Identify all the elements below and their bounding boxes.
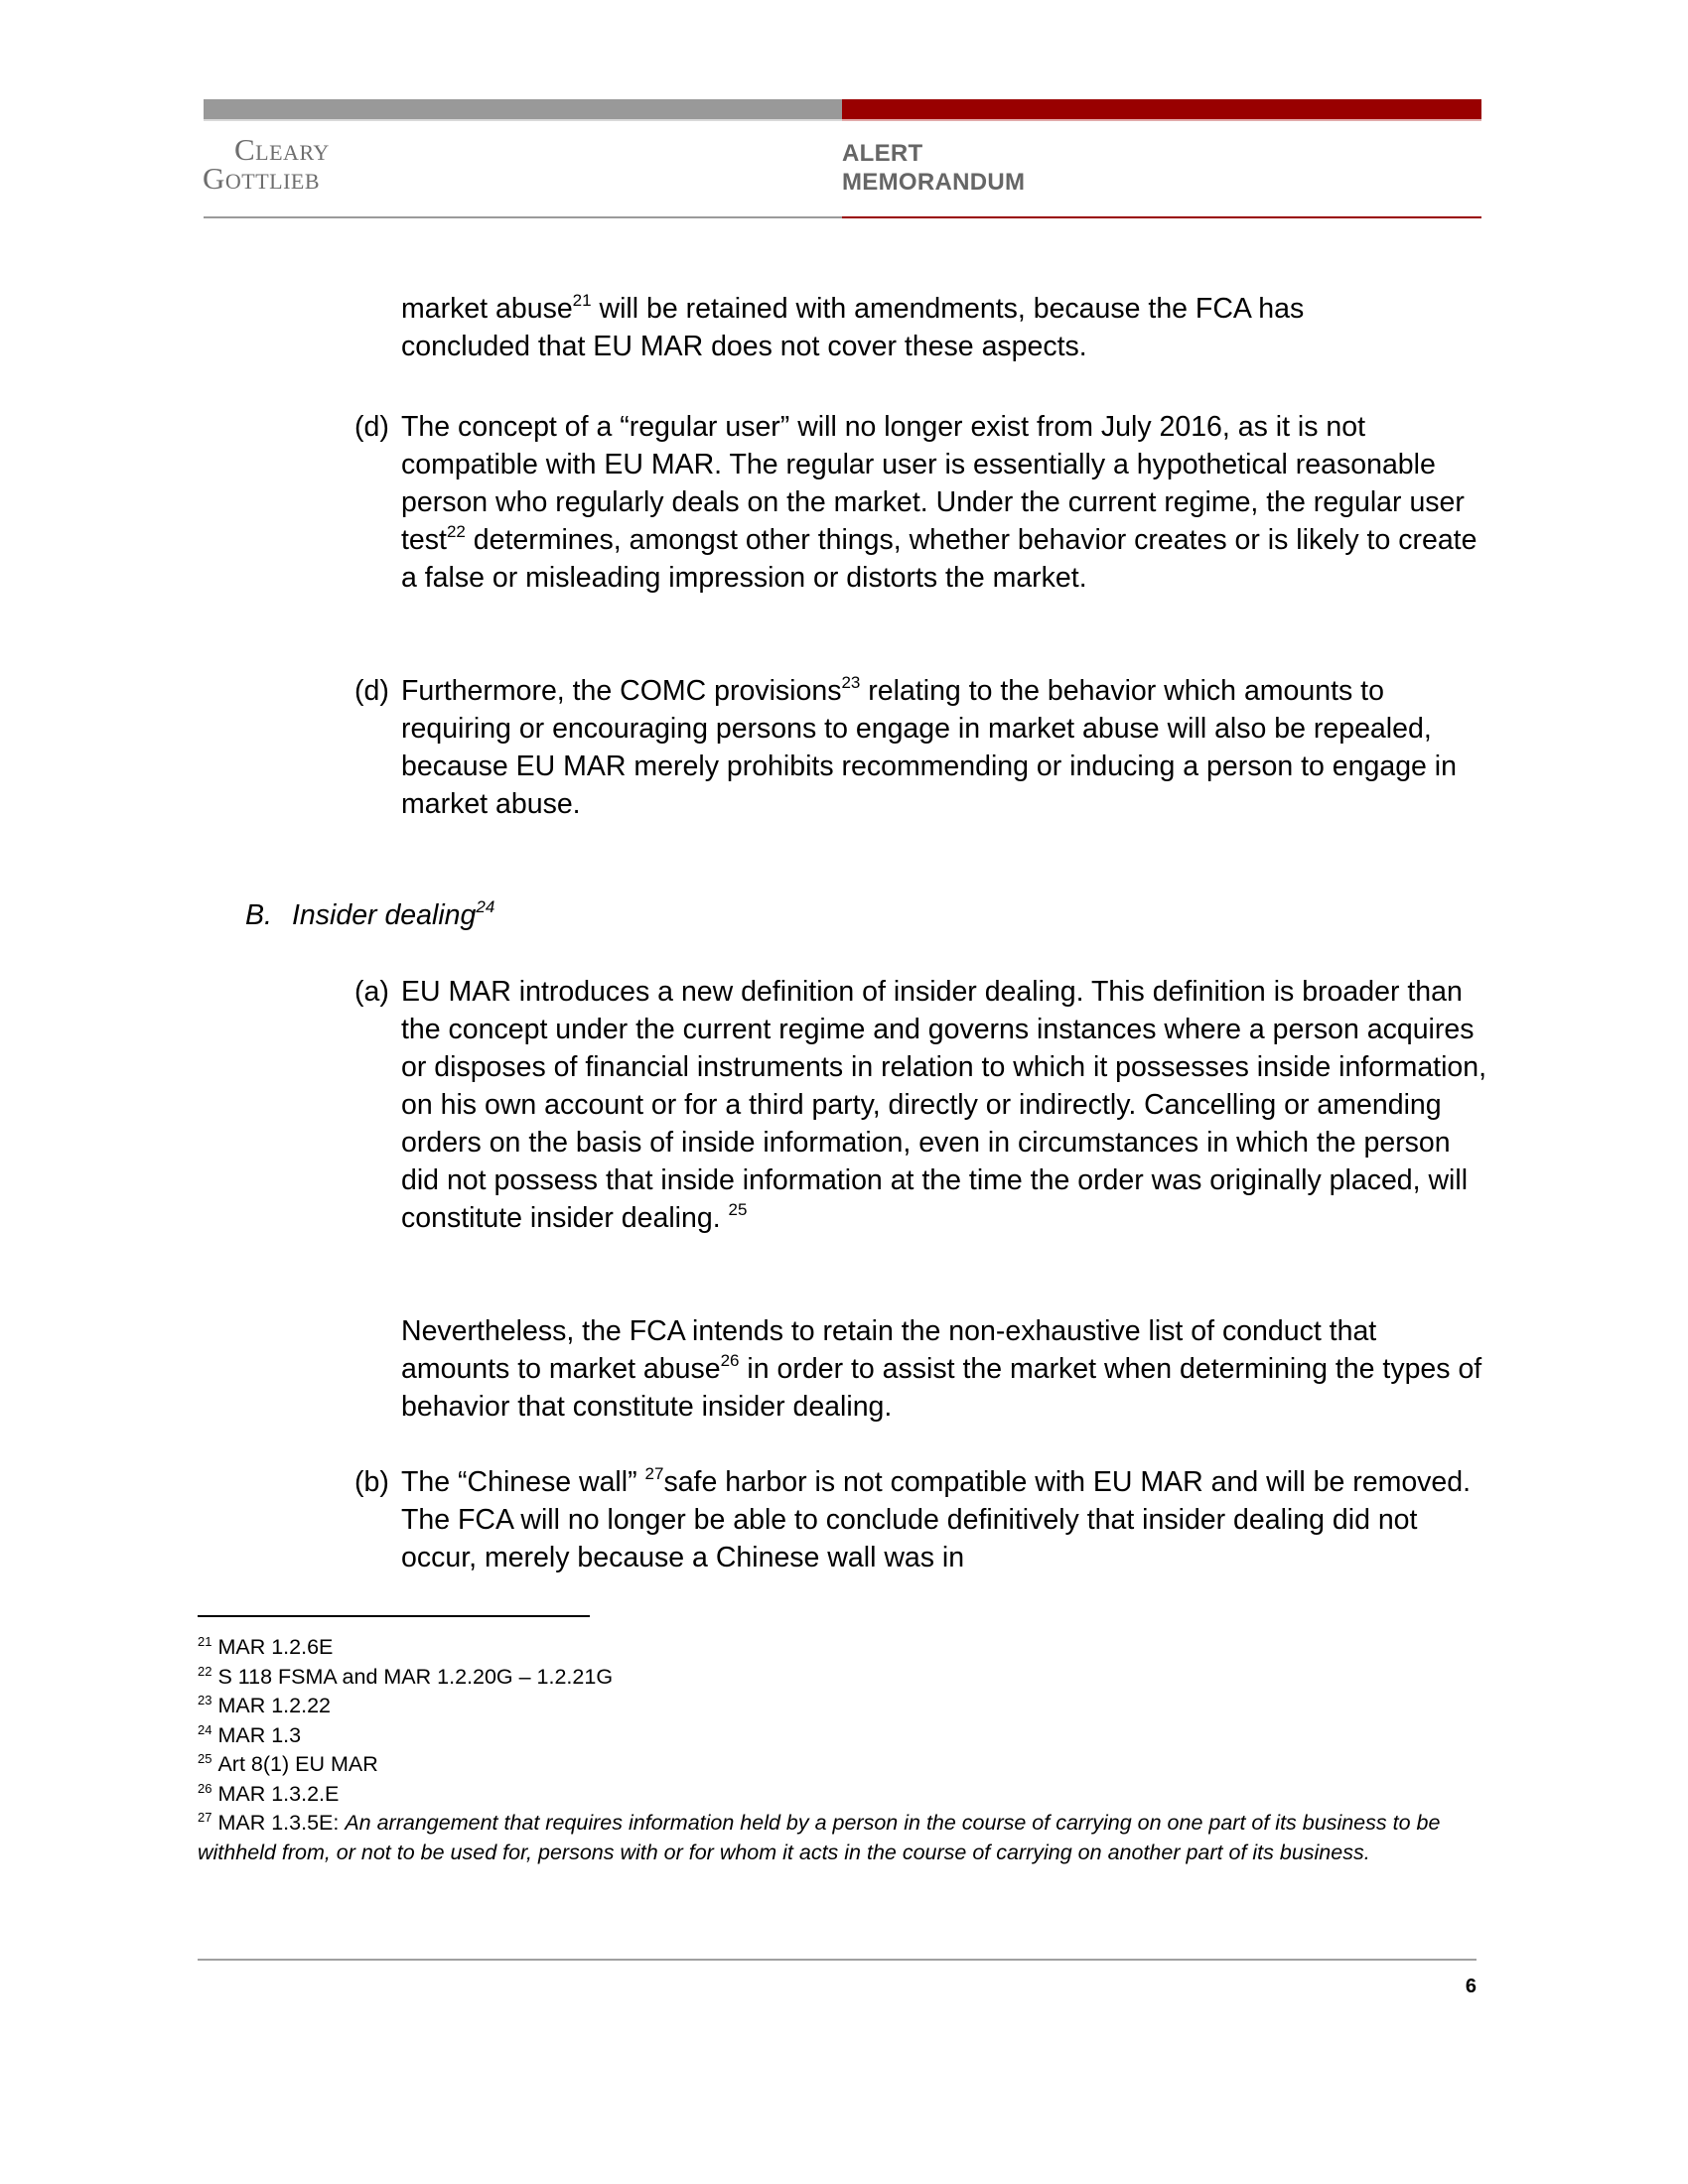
footnote-text: Art 8(1) EU MAR bbox=[217, 1752, 378, 1776]
footnote-ref-26[interactable]: 26 bbox=[720, 1351, 740, 1370]
footnote-number: 21 bbox=[198, 1634, 212, 1649]
paragraph-text: market abuse bbox=[401, 293, 573, 325]
firm-logo bbox=[203, 132, 330, 196]
page-number: 6 bbox=[1465, 1976, 1477, 1997]
footnote-text: MAR 1.2.22 bbox=[217, 1694, 331, 1717]
header-bar-red-edge bbox=[842, 119, 1481, 121]
paragraph-text: relating to the behavior which amounts to requiring or encouraging persons to engage in market abuse will also be repealed, because EU MAR merely prohibits recommending or inducing a person to engage in market abuse. bbox=[401, 675, 1457, 820]
continued-paragraph bbox=[401, 290, 1483, 365]
paragraph-text: safe harbor is not compatible with EU MAR and will be removed. The FCA will no longer be able to conclude definitively that insider dealing did not occur, merely because a Chinese wall was in bbox=[401, 1466, 1472, 1573]
list-label: (a) bbox=[354, 976, 389, 1008]
memo-line-1: ALERT bbox=[842, 140, 923, 167]
footnote-26 bbox=[198, 1780, 1478, 1810]
paragraph-text: The concept of a “regular user” will no longer exist from July 2016, as it is not compatible with EU MAR. The regular user is essentially a hypothetical reasonable person who regularly deals on the market. Under the current regime, the regular user test bbox=[401, 411, 1465, 556]
footnote-number: 27 bbox=[198, 1810, 212, 1825]
list-label: (d) bbox=[354, 675, 389, 707]
footnote-text: MAR 1.2.6E bbox=[217, 1635, 334, 1659]
paragraph-text: will be retained with amendments, because the FCA has bbox=[591, 293, 1305, 325]
header-bar-gray bbox=[204, 99, 842, 119]
header-rule-red bbox=[842, 216, 1481, 218]
footnote-ref-21[interactable]: 21 bbox=[572, 291, 592, 310]
paragraph-text: Furthermore, the COMC provisions bbox=[401, 675, 842, 707]
footnote-definition: An arrangement that requires information held by a person in the course of carrying on one part of its business to be withheld from, or not to be used for, persons with or for whom it acts in the course of carrying on another part of its business. bbox=[198, 1811, 1441, 1864]
document-type-label bbox=[842, 139, 1025, 197]
footnote-number: 26 bbox=[198, 1780, 212, 1796]
footnotes bbox=[198, 1633, 1478, 1867]
list-label: (d) bbox=[354, 411, 389, 443]
footnote-24 bbox=[198, 1721, 1478, 1751]
section-heading-b bbox=[245, 896, 494, 934]
footnote-separator bbox=[198, 1615, 590, 1617]
footer-rule bbox=[198, 1959, 1477, 1961]
paragraph-a-definition bbox=[354, 973, 1487, 1237]
section-label: B. bbox=[245, 899, 272, 931]
footnote-ref-24[interactable]: 24 bbox=[476, 897, 495, 916]
paragraph-nevertheless bbox=[401, 1312, 1487, 1426]
footnote-number: 24 bbox=[198, 1721, 212, 1737]
section-title: Insider dealing bbox=[292, 899, 477, 931]
paragraph-text: The “Chinese wall” bbox=[401, 1466, 645, 1498]
paragraph-d-comc-provisions bbox=[354, 672, 1485, 823]
header-rule-gray bbox=[204, 216, 842, 218]
footnote-ref-22[interactable]: 22 bbox=[446, 522, 466, 541]
footnote-number: 25 bbox=[198, 1751, 212, 1766]
footnote-27 bbox=[198, 1809, 1478, 1867]
paragraph-text: concluded that EU MAR does not cover these aspects. bbox=[401, 331, 1087, 362]
footnote-ref-23[interactable]: 23 bbox=[841, 673, 861, 692]
logo-line-2: Gottlieb bbox=[203, 161, 321, 196]
footnote-number: 22 bbox=[198, 1663, 212, 1679]
header-bar-red bbox=[842, 99, 1481, 119]
footnote-ref-27[interactable]: 27 bbox=[644, 1464, 664, 1483]
footnote-ref-25[interactable]: 25 bbox=[728, 1200, 748, 1219]
memo-line-2: MEMORANDUM bbox=[842, 169, 1026, 196]
paragraph-text: in order to assist the market when determining the types of behavior that constitute insider dealing. bbox=[401, 1353, 1482, 1423]
footnote-text: MAR 1.3.5E: bbox=[217, 1811, 346, 1835]
footnote-text: MAR 1.3 bbox=[217, 1722, 302, 1747]
logo-line-1: Cleary bbox=[234, 132, 330, 167]
footnote-25 bbox=[198, 1750, 1478, 1780]
footnote-text: S 118 FSMA and MAR 1.2.20G – 1.2.21G bbox=[217, 1664, 614, 1689]
list-label: (b) bbox=[354, 1466, 389, 1498]
footnote-23 bbox=[198, 1692, 1478, 1721]
paragraph-d-regular-user bbox=[354, 408, 1485, 597]
footnote-text: MAR 1.3.2.E bbox=[217, 1781, 340, 1806]
header-bar-gray-edge bbox=[204, 119, 842, 121]
footnote-number: 23 bbox=[198, 1693, 212, 1707]
footnote-22 bbox=[198, 1663, 1478, 1693]
footnote-21 bbox=[198, 1633, 1478, 1663]
paragraph-text: EU MAR introduces a new definition of insider dealing. This definition is broader than the concept under the current regime and governs instances where a person acquires or disposes of financial instruments in relation to which it possesses inside information, on his own account or for a third party, directly or indirectly. Cancelling or amending orders on the basis of inside information, even in circumstances in which the person did not possess that inside information at the time the order was originally placed, will constitute insider dealing. bbox=[401, 976, 1487, 1234]
paragraph-text: Nevertheless, the FCA intends to retain the non-exhaustive list of conduct that amounts to market abuse bbox=[401, 1315, 1377, 1385]
paragraph-b-chinese-wall bbox=[354, 1463, 1474, 1576]
paragraph-text: determines, amongst other things, whether behavior creates or is likely to create a false or misleading impression or distorts the market. bbox=[401, 524, 1477, 594]
